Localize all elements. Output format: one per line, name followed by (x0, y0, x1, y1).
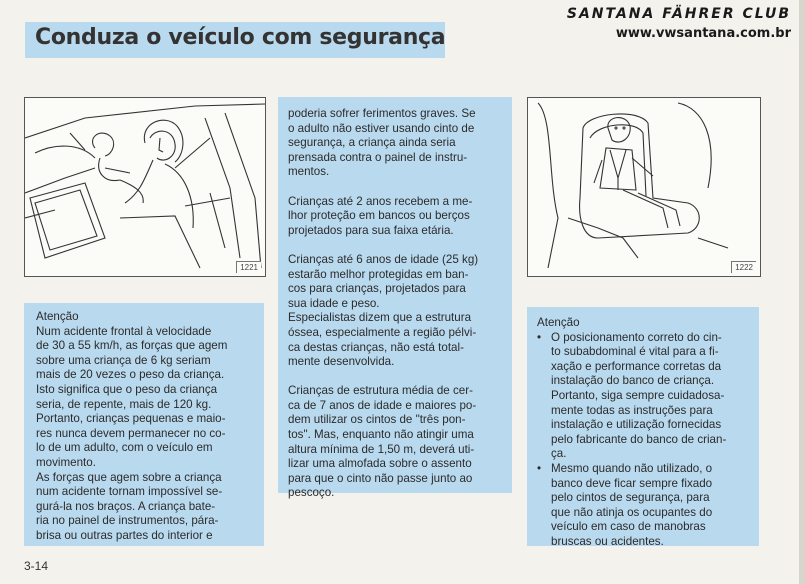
text-line: Portanto, siga sempre cuidadosa- (551, 388, 725, 402)
text-line: para que o cinto não passe junto ao (288, 471, 473, 485)
bullet-item-2 (537, 462, 759, 550)
text-line: lhor proteção em bancos ou berços (288, 209, 470, 223)
illustration-adult-child (25, 98, 265, 276)
text-box-middle (278, 97, 512, 500)
text-line: segurança, a criança ainda seria (288, 136, 456, 150)
text-line: mais de 20 vezes o peso da criança. (36, 368, 225, 382)
text-line: projetados para sua faixa etária. (288, 223, 454, 237)
text-line: movimento. (36, 455, 96, 469)
warning-title: Atenção (537, 316, 580, 329)
text-line: lizar uma almofada sobre o assento (288, 457, 472, 471)
text-line: estarão melhor protegidas em ban- (288, 267, 469, 281)
text-line: Crianças de estrutura média de cer- (288, 384, 473, 398)
bullet-text: O posicionamento correto do cin- (551, 330, 722, 344)
paragraph-4 (288, 384, 512, 501)
text-line: brisa ou outras partes do interior e (36, 528, 213, 542)
page-title: Conduza o veículo com segurança (35, 25, 446, 50)
paragraph-2 (288, 195, 512, 239)
text-line: mente desenvolvida. (288, 355, 395, 369)
bullet-icon: • (537, 461, 542, 475)
text-line: de 30 a 55 km/h, as forças que agem (36, 339, 228, 353)
text-line: ca de 7 anos de idade e maiores po- (288, 398, 477, 412)
text-line: gurá-la nos braços. A criança bate- (36, 499, 216, 513)
text-line: sobre uma criança de 6 kg seriam (36, 353, 211, 367)
figure-adult-holding-child (24, 97, 266, 277)
club-name: SANTANA FÄHRER CLUB (566, 6, 791, 22)
text-line: óssea, especialmente a região pélvi- (288, 325, 477, 339)
bullet-item-1 (537, 331, 759, 462)
text-line (537, 331, 759, 346)
text-line: instalação do banco de criança. (551, 374, 715, 388)
text-line: res nunca devem permanecer no co- (36, 426, 226, 440)
text-line: pelo fabricante do banco de crian- (551, 432, 727, 446)
figure-child-seat (527, 97, 761, 277)
text-line: mente todas as instruções para (551, 403, 713, 417)
text-line: to subabdominal é vital para a fi- (551, 345, 719, 359)
text-line: ca destas crianças, não está total- (288, 340, 464, 354)
text-line: mentos. (288, 165, 330, 179)
text-line: sua idade e peso. (288, 296, 380, 310)
text-line: Crianças até 6 anos de idade (25 kg) (288, 252, 479, 266)
text-line: xação e performance corretas da (551, 359, 722, 373)
text-line: poderia sofrer ferimentos graves. Se (288, 107, 476, 120)
text-line: ria no painel de instrumentos, pára- (36, 514, 219, 528)
warning-box-left (24, 303, 264, 546)
text-line: dem utilizar os cintos de "três pon- (288, 413, 466, 427)
text-line: cos para crianças, projetados para (288, 282, 466, 296)
club-url[interactable]: www.vwsantana.com.br (615, 26, 791, 41)
text-line: lo de um adulto, com o veículo em (36, 441, 213, 455)
text-line: instalação e utilização fornecidas (551, 418, 722, 432)
text-line: altura mínima de 1,50 m, deverá uti- (288, 442, 475, 456)
illustration-child-seat (528, 98, 760, 276)
page-edge (799, 0, 805, 584)
paragraph-3 (288, 253, 512, 370)
text-line: Isto significa que o peso da criança (36, 382, 218, 396)
text-line: Num acidente frontal à velocidade (36, 324, 212, 338)
text-line: que não atinja os ocupantes do (551, 505, 713, 519)
bullet-text: Mesmo quando não utilizado, o (551, 461, 713, 475)
text-line: Crianças até 2 anos recebem a me- (288, 194, 473, 208)
text-line: Especialistas dizem que a estrutura (288, 311, 472, 325)
text-line: seria, de repente, mais de 120 kg. (36, 397, 212, 411)
text-line: tos". Mas, enquanto não atingir uma (288, 428, 474, 442)
text-line (537, 462, 759, 477)
text-line: num acidente tornam impossível se- (36, 485, 223, 499)
text-line: As forças que agem sobre a criança (36, 470, 222, 484)
text-line: veículo em caso de manobras (551, 520, 706, 534)
figure-number: 1221 (236, 261, 261, 273)
warning-box-right (527, 307, 759, 546)
text-line: ça. (551, 447, 567, 461)
bullet-icon: • (537, 330, 542, 344)
text-line: pescoço. (288, 486, 335, 500)
page-number: 3-14 (24, 559, 49, 573)
text-line: o adulto não estiver usando cinto de (288, 121, 475, 135)
text-line: Portanto, crianças pequenas e maio- (36, 412, 226, 426)
text-line: prensada contra o painel de instru- (288, 150, 468, 164)
figure-number: 1222 (731, 261, 756, 273)
text-line: bruscas ou acidentes. (551, 534, 664, 548)
paragraph-1 (288, 107, 512, 180)
warning-title: Atenção (36, 310, 79, 323)
text-line: pelo cintos de segurança, para (551, 491, 710, 505)
text-line: banco deve ficar sempre fixado (551, 476, 713, 490)
